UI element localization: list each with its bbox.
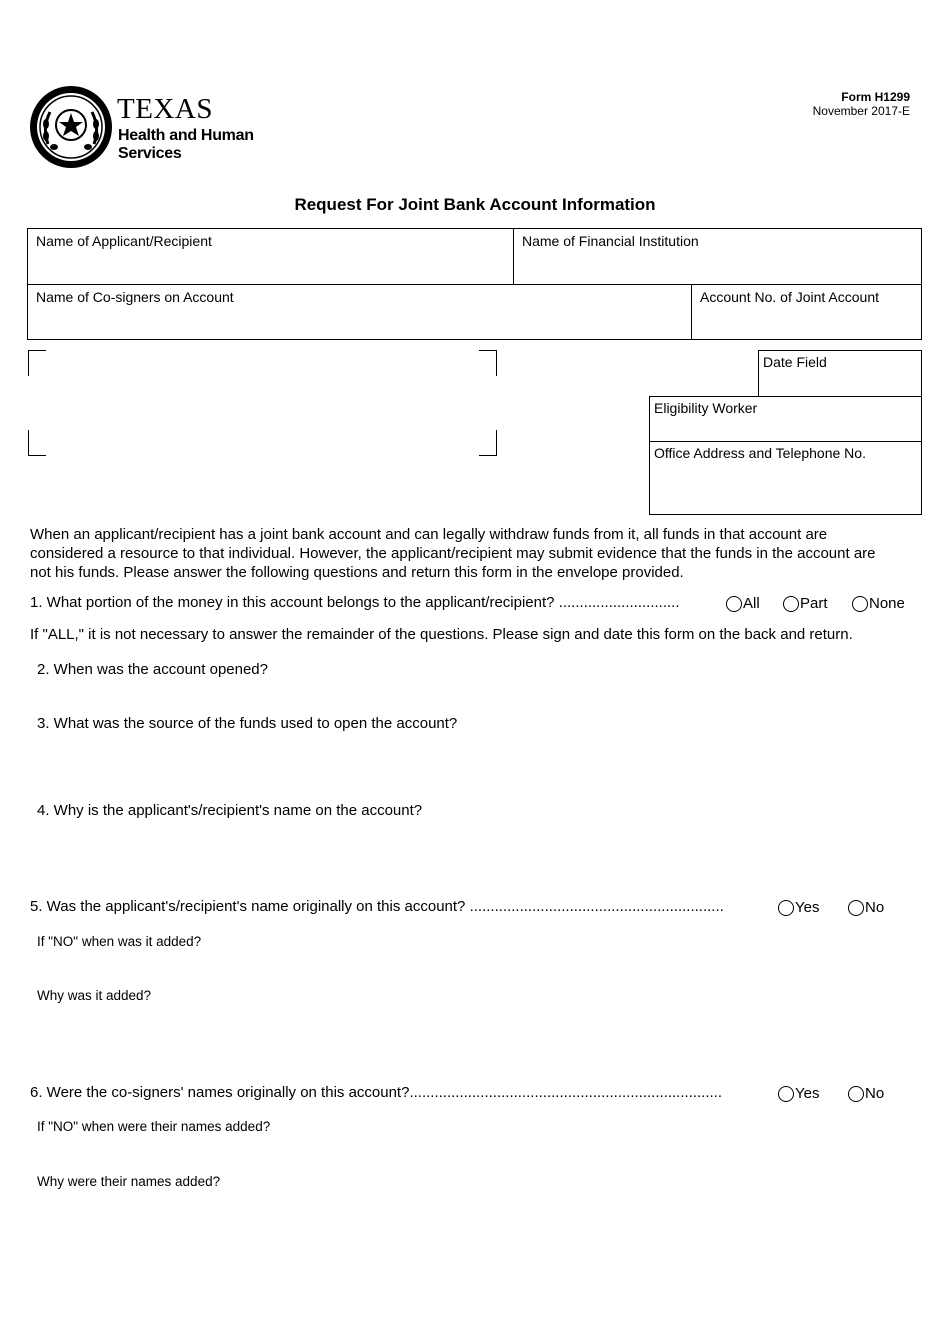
account-no-field[interactable] — [691, 284, 922, 340]
agency-name-line2: Health and Human — [118, 127, 254, 144]
page-title: Request For Joint Bank Account Information — [294, 195, 656, 214]
radio-circle-icon — [778, 1086, 794, 1102]
q5-radio-no[interactable] — [848, 899, 884, 917]
intro-line-2: considered a resource to that individual. However, the applicant/recipient may submit evidence that the funds in the account are — [30, 545, 876, 562]
cosigners-label: Name of Co-signers on Account — [36, 289, 234, 305]
question-2: 2. When was the account opened? — [37, 661, 268, 678]
answer-4-area[interactable] — [37, 823, 917, 893]
question-4: 4. Why is the applicant's/recipient's name on the account? — [37, 802, 423, 819]
date-field[interactable] — [758, 350, 922, 397]
question-5-sub-2: Why was it added? — [37, 988, 152, 1003]
form-date: November 2017-E — [812, 104, 910, 118]
q1-radio-part[interactable] — [783, 595, 828, 613]
financial-institution-field[interactable] — [513, 228, 922, 285]
q5-radio-yes[interactable] — [778, 899, 819, 917]
question-6-sub-2: Why were their names added? — [37, 1174, 221, 1189]
intro-line-1: When an applicant/recipient has a joint bank account and can legally withdraw funds from it, all funds in that account are — [30, 526, 828, 543]
office-address-label: Office Address and Telephone No. — [654, 445, 866, 461]
radio-circle-icon — [848, 900, 864, 916]
intro-line-3: not his funds. Please answer the following questions and return this form in the envelope provided. — [30, 564, 684, 581]
radio-circle-icon — [778, 900, 794, 916]
question-5-sub-1: If "NO" when was it added? — [37, 934, 202, 949]
corner-mark-bottom-left — [28, 430, 46, 456]
radio-circle-icon — [783, 596, 799, 612]
q5-radio-yes-label: Yes — [795, 899, 820, 916]
question-6: 6. Were the co-signers' names originally on this account?........................................................................... — [30, 1084, 723, 1101]
radio-circle-icon — [852, 596, 868, 612]
answer-2-area[interactable] — [37, 682, 917, 712]
question-5: 5. Was the applicant's/recipient's name originally on this account? ............................................................. — [30, 898, 724, 915]
agency-logo — [28, 84, 258, 174]
office-address-field[interactable] — [649, 441, 922, 515]
question-1: 1. What portion of the money in this account belongs to the applicant/recipient? ............................. — [30, 594, 680, 611]
q6-radio-yes[interactable] — [778, 1085, 819, 1103]
q1-radio-all[interactable] — [726, 595, 760, 613]
question-1-note: If "ALL," it is not necessary to answer the remainder of the questions. Please sign and date this form on the back and return. — [30, 626, 853, 643]
corner-mark-top-right — [479, 350, 497, 376]
agency-name-line1: TEXAS — [117, 93, 213, 125]
radio-circle-icon — [726, 596, 742, 612]
q6-radio-yes-label: Yes — [795, 1085, 820, 1102]
q1-radio-all-label: All — [743, 595, 760, 612]
corner-mark-bottom-right — [479, 430, 497, 456]
financial-institution-label: Name of Financial Institution — [522, 233, 699, 249]
q6-radio-no[interactable] — [848, 1085, 884, 1103]
corner-mark-top-left — [28, 350, 46, 376]
eligibility-worker-label: Eligibility Worker — [654, 400, 758, 416]
texas-seal-icon — [28, 84, 114, 170]
q1-radio-none-label: None — [869, 595, 905, 612]
applicant-name-field[interactable] — [27, 228, 514, 285]
q5-radio-no-label: No — [865, 899, 885, 916]
answer-3-area[interactable] — [37, 736, 917, 796]
eligibility-worker-field[interactable] — [649, 396, 922, 442]
cosigners-field[interactable] — [27, 284, 692, 340]
q1-radio-none[interactable] — [852, 595, 905, 613]
form-number: Form H1299 — [841, 90, 910, 104]
question-6-sub-1: If "NO" when were their names added? — [37, 1119, 271, 1134]
agency-name-line3: Services — [118, 145, 182, 162]
account-no-label: Account No. of Joint Account — [700, 289, 879, 305]
question-3: 3. What was the source of the funds used to open the account? — [37, 715, 458, 732]
q6-radio-no-label: No — [865, 1085, 885, 1102]
q1-radio-part-label: Part — [800, 595, 828, 612]
date-field-label: Date Field — [763, 354, 827, 370]
radio-circle-icon — [848, 1086, 864, 1102]
applicant-name-label: Name of Applicant/Recipient — [36, 233, 212, 249]
